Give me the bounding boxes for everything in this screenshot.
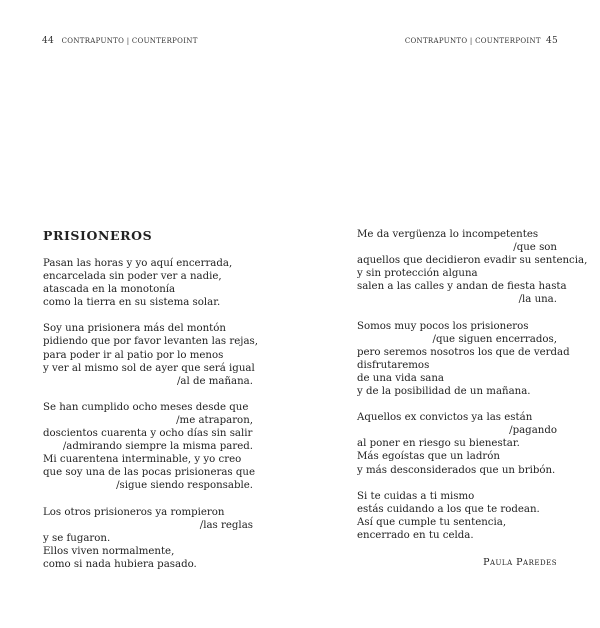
left-running-title: CONTRAPUNTO | COUNTERPOINT xyxy=(61,37,198,45)
poem-line: y sin protección alguna xyxy=(357,268,478,280)
poem-line: Mi cuarentena interminable, y yo creo xyxy=(43,454,242,466)
right-stanzas xyxy=(357,228,588,542)
poem-line: y más desconsiderados que un bribón. xyxy=(357,464,556,476)
poem-line: disfrutaremos xyxy=(357,359,430,371)
poem-line: encarcelada sin poder ver a nadie, xyxy=(43,271,222,283)
poem-line: Pasan las horas y yo aquí encerrada, xyxy=(43,258,233,269)
poem-line: y de la posibilidad de un mañana. xyxy=(357,386,531,398)
poem-line: Si te cuidas a ti mismo xyxy=(357,490,475,502)
stanza xyxy=(43,401,256,493)
right-page-column xyxy=(357,228,588,569)
poem-line: pidiendo que por favor levanten las rejas, xyxy=(43,336,258,348)
poem-line: Más egoístas que un ladrón xyxy=(357,451,500,463)
poem-line: doscientos cuarenta y ocho días sin salir xyxy=(43,428,253,440)
poem-line: salen a las calles y andan de fiesta hasta xyxy=(357,281,567,293)
right-running-title: CONTRAPUNTO | COUNTERPOINT xyxy=(404,37,541,45)
poem-line: que soy una de las pocas prisioneras que xyxy=(43,467,256,479)
poem-line-continuation: /pagando xyxy=(509,425,557,437)
right-running-head xyxy=(405,36,558,46)
poem-line: Soy una prisionera más del montón xyxy=(43,323,226,335)
poem-line: como si nada hubiera pasado. xyxy=(43,558,197,570)
poem-line: aquellos que decidieron evadir su sentencia, xyxy=(357,255,588,267)
left-stanzas xyxy=(43,257,258,571)
poem-line-continuation: /al de mañana. xyxy=(176,375,253,387)
stanza xyxy=(357,411,557,476)
poem-line: Somos muy pocos los prisioneros xyxy=(357,320,529,332)
poem-line: Los otros prisioneros ya rompieron xyxy=(43,506,225,518)
poem-line-continuation: /que son xyxy=(513,242,557,254)
poem-line: de una vida sana xyxy=(357,372,445,384)
left-page-column xyxy=(43,228,258,571)
poem-line-continuation: /me atraparon, xyxy=(176,414,253,426)
left-page-number: 44 xyxy=(42,36,55,46)
poem-line: Me da vergüenza lo incompetentes xyxy=(357,229,539,240)
poem-line: estás cuidando a los que te rodean. xyxy=(357,503,540,515)
poem-line: pero seremos nosotros los que de verdad xyxy=(357,346,570,358)
poem-line: y se fugaron. xyxy=(43,532,111,544)
poem-line: y ver al mismo sol de ayer que será igual xyxy=(43,362,255,374)
poem-line-continuation: /admirando siempre la misma pared. xyxy=(62,441,253,453)
poem-line: Así que cumple tu sentencia, xyxy=(357,516,507,528)
poem-line-continuation: /sigue siendo responsable. xyxy=(116,480,253,492)
stanza xyxy=(357,228,588,307)
stanza xyxy=(43,257,253,309)
stanza xyxy=(43,322,258,387)
poem-line: encerrado en tu celda. xyxy=(357,529,474,541)
poem-line: Se han cumplido ocho meses desde que xyxy=(43,401,249,413)
poem-line: Ellos viven normalmente, xyxy=(43,545,175,557)
poem-line: como la tierra en su sistema solar. xyxy=(43,297,221,309)
poem-line: para poder ir al patio por lo menos xyxy=(43,349,224,361)
left-running-head xyxy=(42,36,198,46)
poem-line-continuation: /la una. xyxy=(518,294,557,306)
poem-line-continuation: /las reglas xyxy=(199,519,253,531)
poem-title: PRISIONEROS xyxy=(43,228,153,243)
stanza xyxy=(357,490,557,542)
poem-line: al poner en riesgo su bienestar. xyxy=(357,438,520,450)
poem-line-continuation: /que siguen encerrados, xyxy=(432,333,557,345)
right-page-number: 45 xyxy=(545,36,558,46)
poem-line: atascada en la monotonía xyxy=(43,284,176,296)
stanza xyxy=(43,506,253,571)
poem-author: Paula Paredes xyxy=(483,556,557,568)
poem-line: Aquellos ex convictos ya las están xyxy=(357,412,533,424)
stanza xyxy=(357,320,570,399)
